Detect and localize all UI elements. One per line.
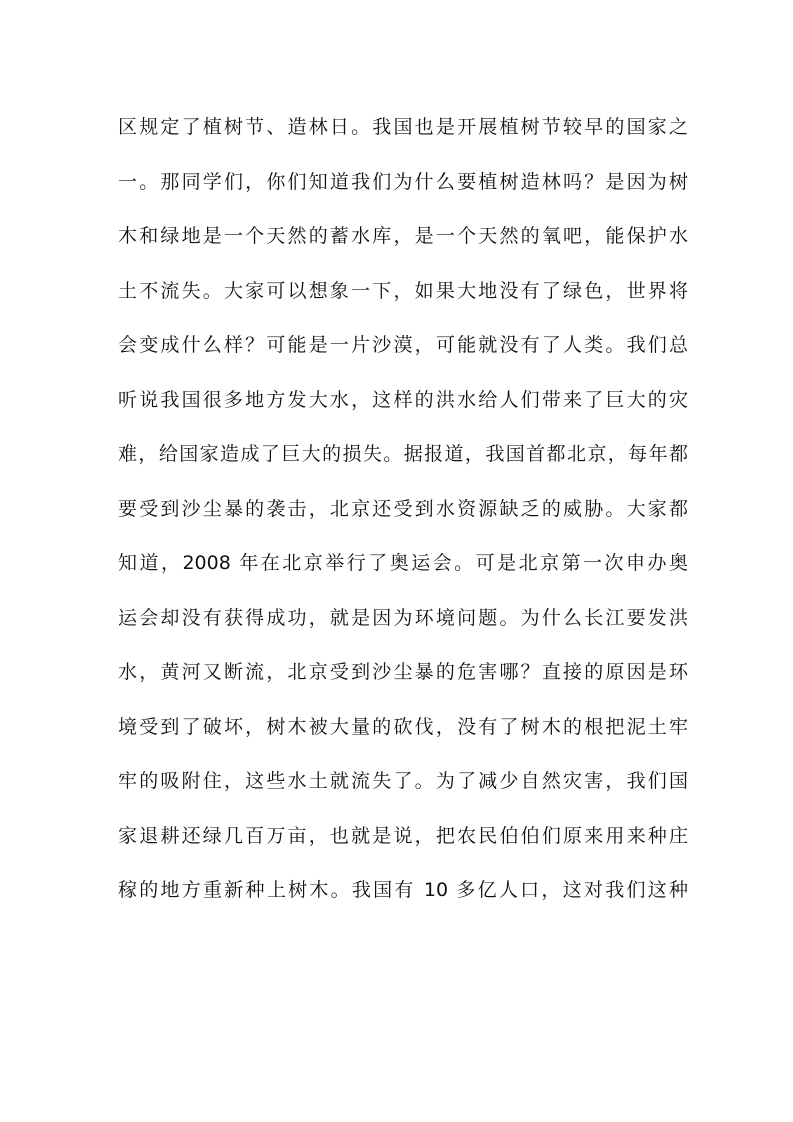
text-line: 一。那同学们，你们知道我们为什么要植树造林吗？是因为树 bbox=[118, 170, 688, 193]
text-line: 知道，2008 年在北京举行了奥运会。可是北京第一次申办奥 bbox=[118, 552, 688, 574]
body-text bbox=[118, 105, 688, 923]
text-line: 稼的地方重新种上树木。我国有 10 多亿人口，这对我们这种 bbox=[118, 879, 688, 901]
text-line: 会变成什么样？可能是一片沙漠，可能就没有了人类。我们总 bbox=[118, 334, 688, 356]
text-line: 境受到了破坏，树木被大量的砍伐，没有了树木的根把泥土牢 bbox=[118, 715, 688, 738]
text-line: 要受到沙尘暴的袭击，北京还受到水资源缺乏的威胁。大家都 bbox=[118, 497, 688, 520]
text-line: 家退耕还绿几百万亩，也就是说，把农民伯伯们原来用来种庄 bbox=[118, 824, 688, 847]
text-line: 木和绿地是一个天然的蓄水库，是一个天然的氧吧，能保护水 bbox=[118, 225, 688, 247]
text-line: 难，给国家造成了巨大的损失。据报道，我国首都北京，每年都 bbox=[118, 443, 688, 465]
text-line: 区规定了植树节、造林日。我国也是开展植树节较早的国家之 bbox=[118, 116, 688, 138]
text-line: 土不流失。大家可以想象一下，如果大地没有了绿色，世界将 bbox=[118, 279, 688, 302]
text-line: 听说我国很多地方发大水，这样的洪水给人们带来了巨大的灾 bbox=[118, 388, 688, 411]
text-line: 运会却没有获得成功，就是因为环境问题。为什么长江要发洪 bbox=[118, 606, 688, 629]
text-line: 水，黄河又断流，北京受到沙尘暴的危害哪？直接的原因是环 bbox=[118, 661, 688, 683]
text-line: 牢的吸附住，这些水土就流失了。为了减少自然灾害，我们国 bbox=[118, 770, 688, 792]
